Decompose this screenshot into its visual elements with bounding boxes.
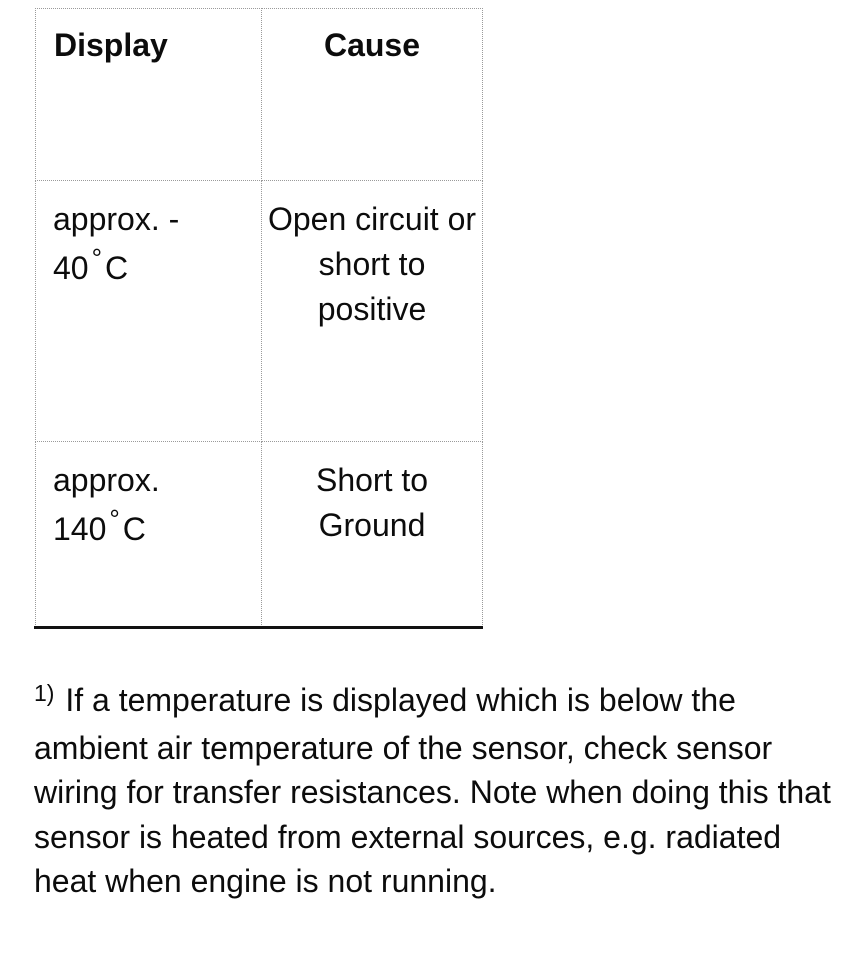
table-bottom-rule: [34, 626, 483, 629]
temperature-unit: C: [105, 250, 129, 286]
footnote-marker: 1): [34, 680, 55, 706]
cause-cell: Open circuit or short to positive: [262, 181, 483, 442]
display-cell: [36, 181, 262, 442]
degree-symbol: °: [91, 243, 102, 273]
footnote-text: If a temperature is displayed which is below the ambient air temperature of the sensor, check sensor wiring for transfer resistances. Note when doing this that sensor is heated from external sources, e.g. radiated heat when engine is not running.: [34, 682, 831, 899]
display-column-header: Display: [36, 9, 262, 181]
display-temperature: [53, 243, 261, 293]
footnote: [34, 678, 844, 904]
cause-cell: Short to Ground: [262, 442, 483, 627]
cause-column-header: Cause: [262, 9, 483, 181]
degree-symbol: °: [109, 504, 120, 534]
temperature-value: 40: [53, 250, 89, 286]
temperature-unit: C: [122, 511, 146, 547]
display-cell: [36, 442, 262, 627]
table-row: [36, 181, 483, 442]
display-prefix: approx. -: [53, 201, 180, 237]
display-prefix: approx.: [53, 462, 160, 498]
table-header-row: [36, 9, 483, 181]
table-row: [36, 442, 483, 627]
temperature-value: 140: [53, 511, 107, 547]
cause-table: [35, 8, 483, 627]
display-temperature: [53, 504, 261, 554]
